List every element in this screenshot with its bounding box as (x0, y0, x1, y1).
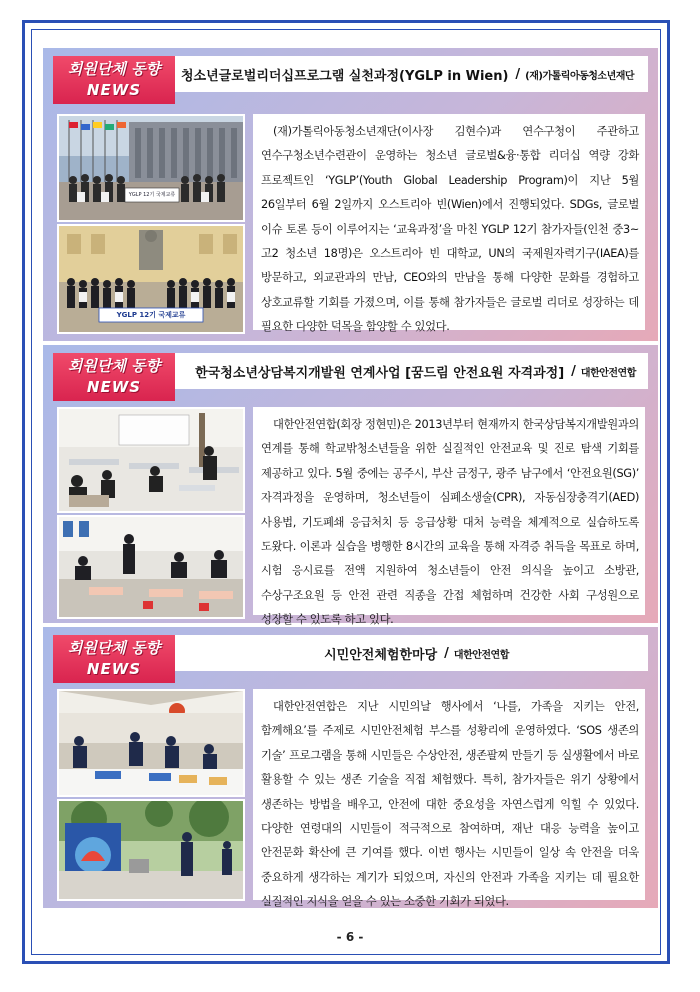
title-separator: / (515, 66, 521, 82)
article-body: 대한안전연합(회장 정현민)은 2013년부터 현재까지 한국상담복지개발원과의 연계를 통해 학교밖청소년들을 위한 실질적인 안전교육 및 진로 탐색 기회를 제공하고 있다. 5월 중에는 공주시, 부산 금정구, 광주 남구에서 ‘안전요원(SG)’ 자격과정을 운영하며, 청소년들이 심폐소생술(CPR), 자동심장충격기(AED) 사용법, 기도폐쇄 응급처치 등 응급상황 대처 능력을 체계적으로 실습하도록 도왔다. 이론과 실습을 병행한 8시간의 교육을 통해 자격증 취득을 목표로 하며, 시험 응시료를 전액 지원하여 청소년들이 안전 의식을 높이고 소방관, 수상구조요원 등 안전 관련 직종을 간접 체험하며 건강한 사회 구성원으로 성장할 수 있도록 하고 있다. (261, 418, 639, 627)
news-badge (53, 353, 175, 401)
organization-name: 대한안전연합 (453, 649, 509, 661)
article-body: (재)가톨릭아동청소년재단(이사장 김현수)과 연수구청이 주관하고 연수구청소년수련관이 운영하는 청소년 글로벌&융·통합 리더십 역량 강화 프로젝트인 ‘YGLP’(Youth Global Leadership Program)이 지난 5월 26일부터 6월 2일까지 오스트리아 빈(Wien)에서 진행되었다. SDGs, 글로벌 이슈 토론 등이 이루어지는 ‘교육과정’을 마친 YGLP 12기 참가자들(인천 중3~고2 청소년 18명)은 오스트리아 빈 대학교, UN의 국제원자력기구(IAEA)를 방문하고, 외교관과의 만남, CEO와의 만남을 통해 다양한 문화를 경험하고 상호교류할 기회를 가졌으며, 이를 통해 참가자들은 글로벌 리더로 성장하는 데 필요한 다양한 덕목을 함양할 수 있었다. (261, 125, 639, 334)
badge-news-label: NEWS (86, 378, 142, 396)
badge-news-label: NEWS (86, 81, 142, 99)
organization-name: 대한안전연합 (580, 367, 636, 379)
section-title: 시민안전체험한마당 (324, 647, 438, 663)
organization-name: (재)가톨릭아동청소년재단 (525, 70, 635, 82)
badge-label: 회원단체 동향 (67, 357, 161, 375)
outdoor-booth-image (59, 801, 243, 899)
page-number: - 6 - (336, 930, 364, 944)
article-text-box (253, 407, 645, 627)
news-badge (53, 56, 175, 104)
booth-photo (57, 689, 245, 797)
article-body: 대한안전연합은 지난 시민의날 행사에서 ‘나를, 가족을 지키는 안전, 함께해요’를 주제로 시민안전체험 부스를 성황리에 운영하였다. ‘SOS 생존의 기술’ 프로그램을 통해 시민들은 수상안전, 생존팔찌 만들기 등 실생활에서 바로 활용할 수 있는 생존 기술을 직접 체험했다. 특히, 참가자들은 위기 상황에서 생존하는 방법을 배우고, 안전에 대한 중요성을 자연스럽게 익힐 수 있었다. 다양한 연령대의 시민들이 적극적으로 참여하며, 재난 대응 능력을 높이고 안전문화 확산에 큰 기여를 했다. 이번 행사는 시민들이 일상 속 안전을 더욱 중요하게 생각하는 계기가 되었으며, 자신의 안전과 가족을 지키는 데 필요한 실질적인 지식을 얻을 수 있는 소중한 기회가 되었다. (261, 700, 639, 909)
news-section-2 (43, 345, 658, 627)
photo-banner-text: YGLP 12기 국제교류 (128, 192, 176, 198)
classroom-photo (57, 407, 245, 513)
group-photo-flags (57, 114, 245, 222)
group-photo-fountain (57, 224, 245, 334)
outdoor-booth-photo (57, 799, 245, 901)
article-text-box (253, 114, 645, 334)
photo-banner-text: YGLP 12기 국제교류 (116, 311, 186, 319)
cpr-image (59, 517, 243, 617)
news-badge (53, 635, 175, 683)
badge-label: 회원단체 동향 (67, 639, 161, 657)
news-section-1 (43, 48, 658, 341)
section-title-bar (181, 56, 642, 92)
section-title: 한국청소년상담복지개발원 연계사업 [꿈드림 안전요원 자격과정] (195, 365, 565, 381)
classroom-image (59, 409, 243, 511)
badge-label: 회원단체 동향 (67, 60, 161, 78)
news-section-3 (43, 627, 658, 908)
section-title-bar (181, 353, 642, 389)
title-separator: / (444, 645, 449, 661)
flags-building-image (59, 116, 243, 220)
article-text-box (253, 689, 645, 909)
section-title-bar (181, 635, 642, 671)
title-separator: / (571, 363, 576, 379)
safety-booth-image (59, 691, 243, 795)
cpr-practice-photo (57, 515, 245, 619)
badge-news-label: NEWS (86, 660, 142, 678)
section-title: 청소년글로벌리더십프로그램 실천과정(YGLP in Wien) (181, 68, 509, 84)
